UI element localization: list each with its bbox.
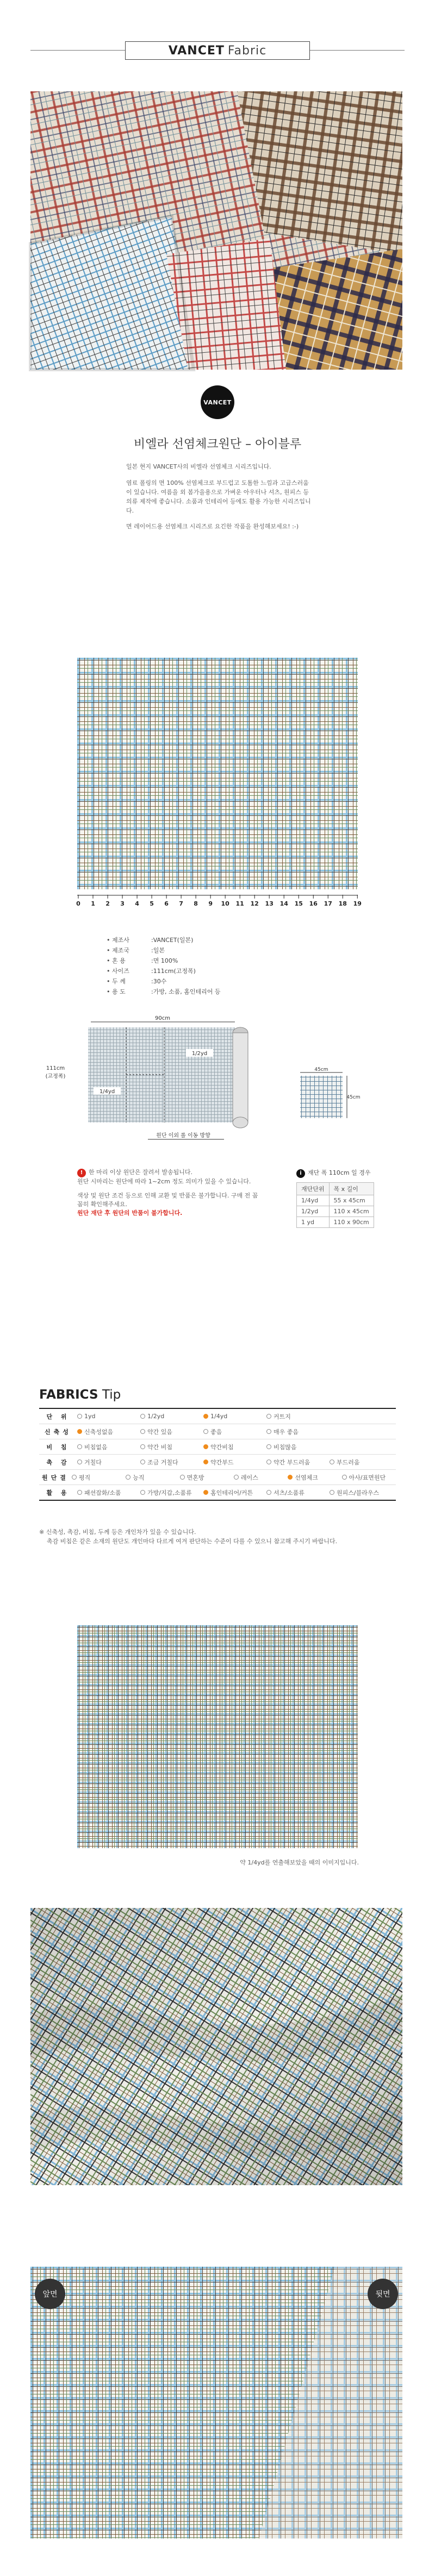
tip-option xyxy=(203,1427,266,1436)
tip-foot-line-1: ※ 신축성, 촉감, 비침, 두께 등은 개인차가 있을 수 있습니다. xyxy=(39,1529,196,1536)
tip-option-label: 능직 xyxy=(133,1474,145,1481)
tip-option-label: 가방/지갑,소품류 xyxy=(147,1489,192,1496)
tip-option-label: 거칠다 xyxy=(84,1458,102,1466)
spec-list xyxy=(107,935,220,997)
fabrics-tip-table xyxy=(39,1408,396,1501)
tip-label: 원단결 xyxy=(42,1474,69,1481)
radio-empty-icon xyxy=(342,1475,347,1480)
diagram-quarter-label: 1/4yd xyxy=(99,1089,115,1095)
radio-empty-icon xyxy=(126,1475,130,1480)
tip-option-label: 좋음 xyxy=(210,1428,222,1436)
tip-option xyxy=(140,1413,203,1420)
tip-option xyxy=(203,1443,266,1451)
tip-label: 단 위 xyxy=(46,1413,70,1420)
spec-key: • 혼 용 xyxy=(107,956,151,966)
radio-empty-icon xyxy=(72,1475,77,1480)
tip-title-light: Tip xyxy=(102,1388,121,1402)
ruler xyxy=(76,895,362,909)
small-width-label: 45cm xyxy=(314,1067,328,1072)
front-badge: 앞면 xyxy=(35,2279,65,2309)
ruler-label: 12 xyxy=(250,900,259,907)
tip-option-label: 선염체크 xyxy=(295,1474,318,1481)
header-line-right xyxy=(310,50,405,51)
notice-line-2: 원단 시마리는 원단에 따라 1~2cm 정도 의미가 있을 수 있습니다. xyxy=(77,1178,251,1185)
cut-cell: 1 yd xyxy=(297,1217,330,1228)
radio-checked-icon xyxy=(203,1444,208,1449)
tip-option xyxy=(180,1473,234,1482)
table-row xyxy=(297,1206,374,1217)
tip-label: 신축성 xyxy=(45,1428,72,1436)
tip-option xyxy=(342,1473,396,1482)
cut-cell: 110 x 45cm xyxy=(329,1206,374,1217)
small-height-label: 45cm xyxy=(346,1095,361,1100)
cut-cell: 110 x 90cm xyxy=(329,1217,374,1228)
tip-option xyxy=(140,1488,203,1497)
ruler-label: 6 xyxy=(164,900,169,907)
cut-table xyxy=(296,1182,374,1228)
ruler-label: 18 xyxy=(338,900,347,907)
tip-option xyxy=(126,1473,179,1482)
notice-red: 원단 재단 후 원단의 반품이 불가합니다. xyxy=(77,1209,183,1217)
radio-empty-icon xyxy=(266,1490,271,1495)
radio-empty-icon xyxy=(77,1459,82,1464)
tip-footnote xyxy=(39,1527,396,1546)
tip-row xyxy=(39,1485,396,1501)
back-badge: 뒷면 xyxy=(368,2279,398,2309)
intro-text-2: 염료 폴링의 면 100% 선염체크로 부드럽고 도톰한 느낌과 고급스러움이 있습니다. 여름을 외 봄가을용으로 가벼운 아우터나 셔츠, 원피스 등 의류 제작에 좋습니다. 소품과 인테리어 등에도 활용 가능한 시리즈입니다. xyxy=(126,479,311,514)
tip-option-label: 패션잡화/소품 xyxy=(84,1489,121,1496)
tip-label: 비 침 xyxy=(46,1443,70,1451)
table-row xyxy=(297,1217,374,1228)
tip-option-label: 비침많음 xyxy=(274,1443,297,1451)
tip-option xyxy=(77,1443,140,1451)
tip-option-label: 레이스 xyxy=(240,1474,258,1481)
tip-option xyxy=(330,1458,393,1467)
tip-row xyxy=(39,1470,396,1485)
radio-empty-icon xyxy=(140,1414,145,1419)
cut-head-size: 폭 x 길이 xyxy=(329,1183,374,1195)
ruler-label: 19 xyxy=(353,900,362,907)
notice-badge-icon: ! xyxy=(77,1169,86,1177)
tip-option xyxy=(140,1443,203,1451)
tip-option xyxy=(266,1443,330,1451)
spec-row: • 혼 용 : 면 100% xyxy=(107,956,220,966)
radio-empty-icon xyxy=(140,1490,145,1495)
notice-block xyxy=(77,1168,262,1218)
tip-option-label: 조금 거칠다 xyxy=(147,1458,178,1466)
spec-key: • 사이즈 xyxy=(107,966,151,976)
tip-option xyxy=(72,1473,126,1482)
tip-option xyxy=(330,1488,393,1497)
diagram-height-label: 111cm (고정폭) xyxy=(45,1065,66,1080)
info-badge-icon: i xyxy=(296,1169,305,1178)
radio-empty-icon xyxy=(77,1414,82,1419)
tip-option xyxy=(77,1488,140,1497)
tip-row xyxy=(39,1439,396,1455)
radio-empty-icon xyxy=(180,1475,185,1480)
spec-key: • 제조사 xyxy=(107,935,151,945)
spec-row: • 사이즈 : 111cm(고정폭) xyxy=(107,966,220,976)
radio-empty-icon xyxy=(330,1490,334,1495)
notice-line-1: 한 마리 이상 원단은 잘려서 발송됩니다. xyxy=(89,1169,192,1176)
ruler-label: 13 xyxy=(265,900,274,907)
cut-table-block xyxy=(296,1168,405,1228)
tip-row xyxy=(39,1424,396,1439)
diagram-half-label: 1/2yd xyxy=(191,1051,208,1057)
tip-option-label: 원피스/블라우스 xyxy=(337,1489,380,1496)
radio-checked-icon xyxy=(203,1414,208,1419)
ruler-label: 0 xyxy=(76,900,80,907)
tip-option xyxy=(203,1488,266,1497)
hero-fabric-collage xyxy=(30,91,402,370)
radio-checked-icon xyxy=(288,1475,293,1480)
tip-option-label: 비침없음 xyxy=(84,1443,108,1451)
ruler-label: 4 xyxy=(135,900,139,907)
spec-value: 일본 xyxy=(153,947,165,954)
radio-checked-icon xyxy=(77,1429,82,1434)
brand-header xyxy=(125,41,310,60)
tip-option xyxy=(266,1427,330,1436)
tip-option-label: 아사/표면원단 xyxy=(349,1474,386,1481)
ruler-label: 17 xyxy=(324,900,332,907)
spec-value: 가방, 소품, 홈인테리어 등 xyxy=(153,988,221,995)
ruler-label: 3 xyxy=(120,900,125,907)
tip-option-label: 1yd xyxy=(84,1413,96,1420)
radio-empty-icon xyxy=(77,1444,82,1449)
radio-empty-icon xyxy=(234,1475,239,1480)
tip-option-label: 셔츠/소품류 xyxy=(274,1489,304,1496)
header-line-left xyxy=(30,50,125,51)
radio-checked-icon xyxy=(203,1490,208,1495)
spec-value: 30수 xyxy=(153,978,167,985)
tip-option-label: 부드러움 xyxy=(337,1458,360,1466)
tip-option xyxy=(140,1427,203,1436)
radio-empty-icon xyxy=(140,1444,145,1449)
intro-text-3: 면 레이어드용 선염체크 시리즈로 요긴한 작품을 완성해보세요! :-) xyxy=(126,523,299,530)
tip-option-label: 약간부드 xyxy=(210,1458,234,1466)
fabric-swatch xyxy=(77,658,358,889)
fabric-photo-flat xyxy=(77,1625,358,1848)
size-diagram xyxy=(45,1015,262,1152)
fabrics-tip-title xyxy=(39,1388,121,1402)
radio-empty-icon xyxy=(203,1429,208,1434)
fabric-photo-front-back xyxy=(30,2267,402,2538)
ruler-label: 7 xyxy=(179,900,183,907)
spec-value: 111cm(고정폭) xyxy=(153,968,196,975)
ruler-label: 14 xyxy=(279,900,288,907)
tip-title-bold: FABRICS xyxy=(39,1388,98,1402)
spec-row: • 제조국 : 일본 xyxy=(107,945,220,956)
spec-row: • 제조사 : VANCET(일본) xyxy=(107,935,220,945)
radio-empty-icon xyxy=(266,1414,271,1419)
diagram-width-label: 90cm xyxy=(155,1015,170,1021)
tip-option xyxy=(77,1458,140,1467)
tip-option-label: 신축성없음 xyxy=(84,1428,114,1436)
diagram-arrow-label: 원단 이외 롤 이동 방향 xyxy=(156,1133,210,1139)
vancet-logo: VANCET xyxy=(201,385,234,419)
cut-title: 재단 폭 110cm 일 경우 xyxy=(308,1169,371,1176)
tip-option xyxy=(77,1427,140,1436)
tip-option-label: 면혼방 xyxy=(187,1474,204,1481)
spec-row: • 용 도 : 가방, 소품, 홈인테리어 등 xyxy=(107,987,220,997)
cut-cell: 1/4yd xyxy=(297,1195,330,1206)
tip-foot-line-2: 촉감 비침은 같은 소재의 원단도 개인마다 다르게 여겨 판단하는 수준이 다를 수 있으니 참고해 주시기 바랍니다. xyxy=(47,1538,338,1545)
tip-label: 활 용 xyxy=(46,1489,70,1496)
small-swatch-diagram xyxy=(297,1067,361,1133)
tip-option-label: 1/2yd xyxy=(147,1413,165,1420)
photo-caption: 약 1/4yd를 연출해보았을 때의 이미지입니다. xyxy=(240,1859,359,1866)
notice-line-3: 색상 및 원단 조건 등으로 인해 교환 및 반품은 불가합니다. 구매 전 꼼꼼히 확인해주세요. xyxy=(77,1192,258,1208)
radio-empty-icon xyxy=(266,1429,271,1434)
spec-key: • 용 도 xyxy=(107,987,151,997)
tip-option xyxy=(266,1488,330,1497)
brand-sub: Fabric xyxy=(227,43,267,58)
radio-empty-icon xyxy=(140,1459,145,1464)
spec-key: • 제조국 xyxy=(107,945,151,956)
ruler-label: 8 xyxy=(194,900,198,907)
radio-empty-icon xyxy=(140,1429,145,1434)
spec-value: VANCET(일본) xyxy=(153,937,194,944)
fabric-photo-draped xyxy=(30,1908,402,2185)
tip-option xyxy=(288,1473,341,1482)
cut-head-unit: 재단단위 xyxy=(297,1183,330,1195)
tip-row xyxy=(39,1455,396,1470)
ruler-label: 16 xyxy=(309,900,318,907)
tip-label: 촉 감 xyxy=(46,1458,70,1466)
ruler-label: 11 xyxy=(235,900,244,907)
tip-option xyxy=(266,1458,330,1467)
ruler-label: 5 xyxy=(150,900,154,907)
tip-option-label: 약간 부드러움 xyxy=(274,1458,310,1466)
brand-name: VANCET xyxy=(168,43,225,58)
radio-empty-icon xyxy=(266,1444,271,1449)
ruler-label: 2 xyxy=(105,900,110,907)
ruler-label: 9 xyxy=(208,900,213,907)
spec-value: 면 100% xyxy=(153,957,178,964)
tip-option-label: 커트지 xyxy=(274,1413,291,1420)
cut-cell: 55 x 45cm xyxy=(329,1195,374,1206)
tip-option-label: 1/4yd xyxy=(210,1413,228,1420)
tip-option-label: 약간비침 xyxy=(210,1443,234,1451)
tip-option xyxy=(266,1412,330,1421)
spec-row: • 두 께 : 30수 xyxy=(107,976,220,987)
radio-empty-icon xyxy=(77,1490,82,1495)
tip-option xyxy=(203,1413,266,1420)
tip-option xyxy=(203,1458,266,1467)
tip-option xyxy=(77,1413,140,1420)
ruler-label: 1 xyxy=(91,900,95,907)
radio-empty-icon xyxy=(266,1459,271,1464)
spec-key: • 두 께 xyxy=(107,976,151,987)
tip-option-label: 평직 xyxy=(78,1474,91,1481)
ruler-label: 10 xyxy=(221,900,229,907)
tip-option-label: 약간 비침 xyxy=(147,1443,173,1451)
intro-text-1: 일본 현지 VANCET사의 비엘라 선염체크 시리즈입니다. xyxy=(126,463,271,470)
cut-cell: 1/2yd xyxy=(297,1206,330,1217)
ruler-label: 15 xyxy=(294,900,303,907)
tip-option-label: 약간 있음 xyxy=(147,1428,173,1436)
radio-checked-icon xyxy=(203,1459,208,1464)
tip-row xyxy=(39,1408,396,1424)
table-row xyxy=(297,1195,374,1206)
tip-option xyxy=(140,1458,203,1467)
tip-option-label: 홈인테리어/커튼 xyxy=(210,1489,253,1496)
product-title: 비엘라 선염체크원단 – 아이블루 xyxy=(133,438,302,451)
radio-empty-icon xyxy=(330,1459,334,1464)
tip-option xyxy=(234,1473,288,1482)
tip-option-label: 매우 좋음 xyxy=(274,1428,299,1436)
